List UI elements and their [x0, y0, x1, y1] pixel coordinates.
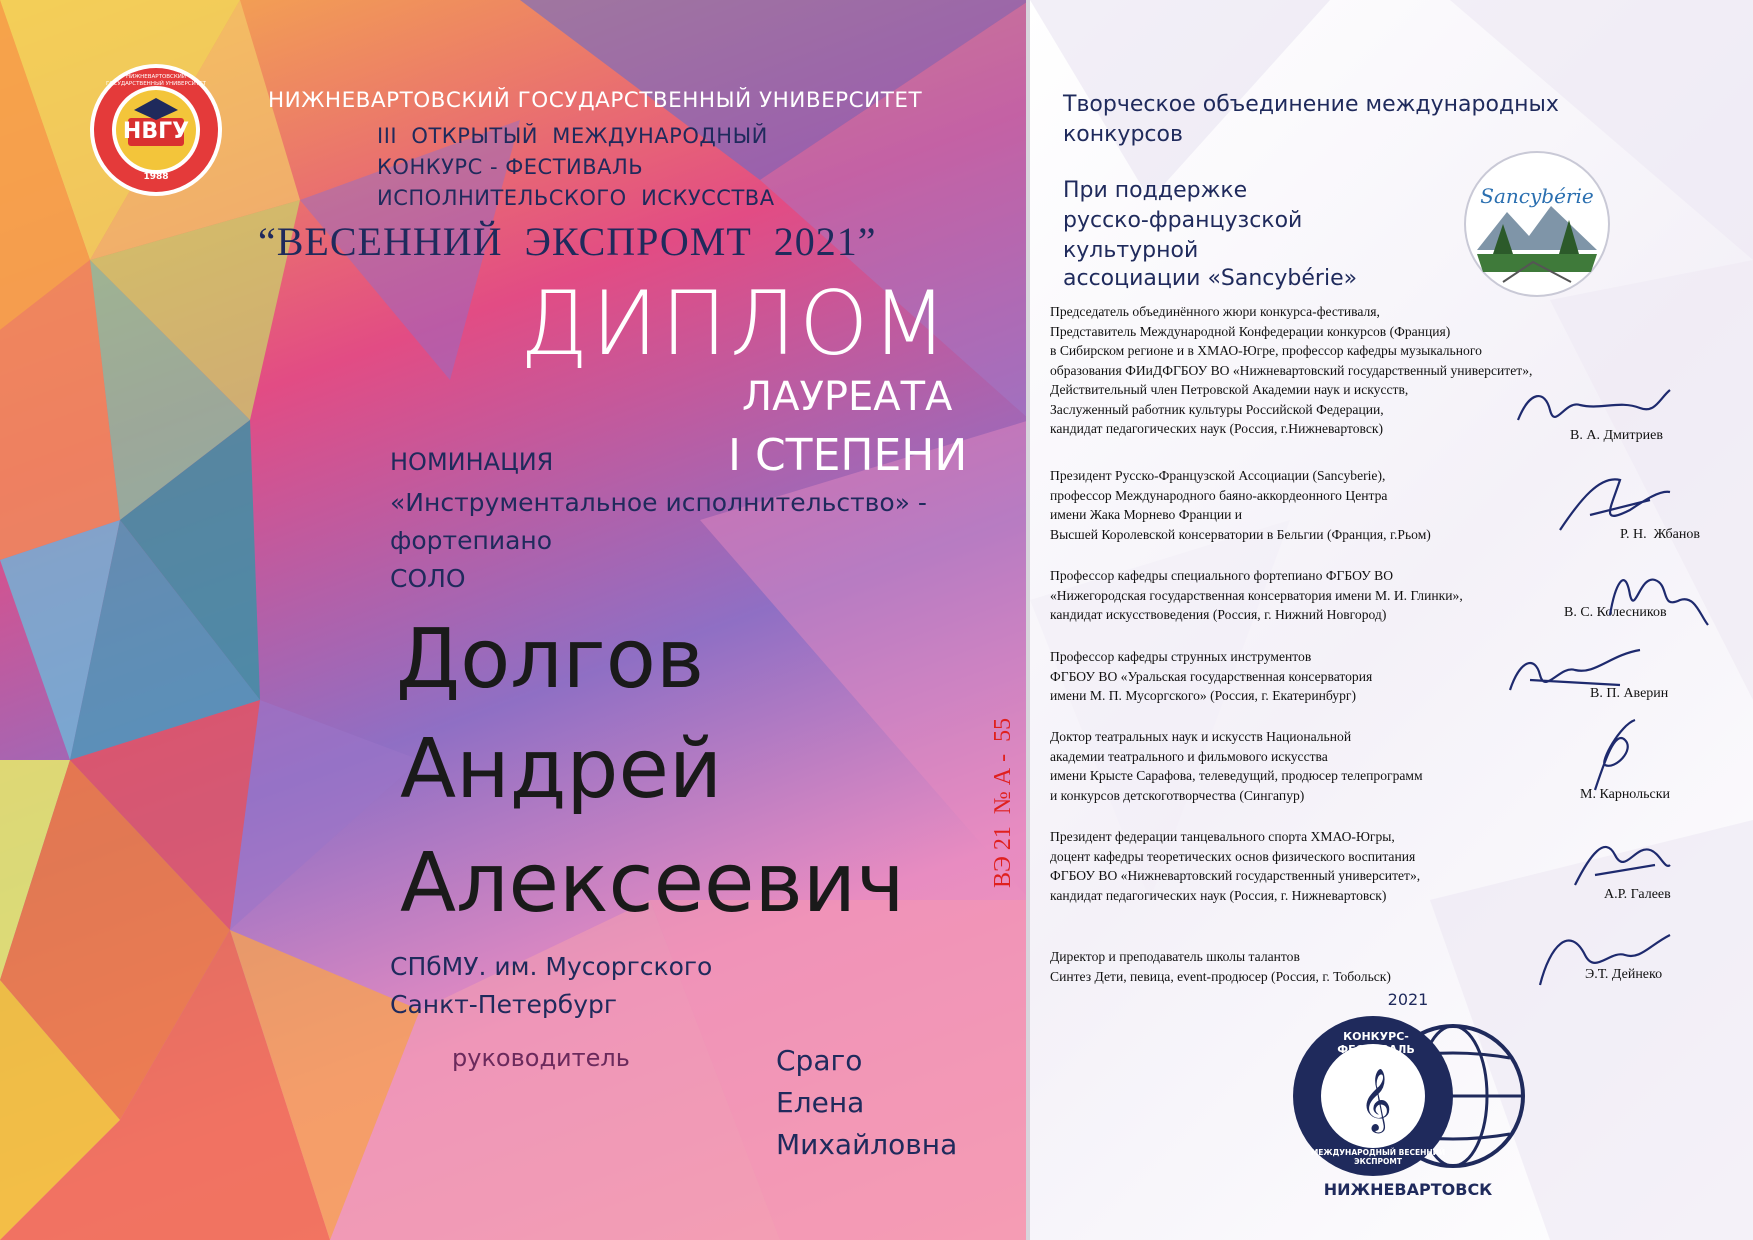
jury-5-line-4: и конкурсов детскоготворчества (Сингапур) [1050, 787, 1305, 803]
support-line-1: При поддержке [1063, 178, 1248, 203]
supervisor-label: руководитель [452, 1044, 630, 1072]
jury-4-line-3: имени М. П. Мусоргского» (Россия, г. Екатеринбург) [1050, 688, 1356, 703]
jury-7-line-1: Директор и преподаватель школы талантов [1050, 949, 1300, 964]
jury-7-name: Э.Т. Дейнеко [1585, 967, 1663, 982]
participant-surname: Долгов [396, 612, 705, 707]
jury-6-name: А.Р. Галеев [1604, 887, 1671, 902]
university-name: НИЖНЕВАРТОВСКИЙ ГОСУДАРСТВЕННЫЙ УНИВЕРСИТЕТ [268, 88, 923, 113]
jury-4-name: В. П. Аверин [1590, 686, 1669, 701]
jury-1-line-6: Заслуженный работник культуры Российской Федерации, [1050, 401, 1384, 417]
jury-1-line-4: образования ФИиДФГБОУ ВО «Нижневартовский государственный университет», [1050, 362, 1533, 378]
nomination-line-2: «Инструментальное исполнительство» - [390, 488, 927, 517]
support-line-4: ассоциации «Sancybérie» [1063, 266, 1358, 291]
jury-2-line-3: имени Жака Морнево Франции и [1050, 507, 1243, 522]
jury-7-line-2: Синтез Дети, певица, event-продюсер (Россия, г. Тобольск) [1050, 968, 1391, 984]
participant-first-name: Андрей [400, 722, 723, 817]
nomination-label: НОМИНАЦИЯ [390, 448, 554, 476]
jury-member-1 [1050, 302, 1532, 439]
signature-deineko [1530, 915, 1680, 1005]
nvgu-logo-ring-text: НИЖНЕВАРТОВСКИЙ ГОСУДАРСТВЕННЫЙ УНИВЕРСИТЕТ [105, 74, 206, 87]
stamp-ring-bottom: МЕЖДУНАРОДНЫЙ ВЕСЕННИЙ ЭКСПРОМТ [1310, 1148, 1446, 1166]
laureate-heading: ЛАУРЕАТА [742, 374, 953, 420]
stamp-year: 2021 [1387, 990, 1429, 1009]
contest-line-3: ИСПОЛНИТЕЛЬСКОГО ИСКУССТВА [377, 186, 775, 210]
jury-1-line-3: в Сибирском регионе и в ХМАО-Югре, профессор кафедры музыкального [1050, 343, 1482, 358]
jury-3-name: В. С. Колесников [1564, 605, 1667, 620]
jury-5-line-3: имени Крысте Сарафова, телеведущий, продюсер телепрограмм [1050, 768, 1423, 783]
supervisor-first-name: Елена [776, 1086, 865, 1119]
jury-2-name: Р. Н. Жбанов [1620, 527, 1700, 542]
jury-6-line-2: доцент кафедры теоретических основ физического воспитания [1050, 848, 1416, 864]
registration-number: ВЭ 21 № А - 55 [990, 717, 1016, 888]
signature-kolesnikov [1600, 555, 1710, 630]
jury-3-line-3: кандидат искусствоведения (Россия, г. Нижний Новгород) [1050, 607, 1387, 622]
union-line-1: Творческое объединение международных [1063, 92, 1559, 117]
contest-line-2: КОНКУРС - ФЕСТИВАЛЬ [377, 155, 644, 179]
jury-3-line-2: «Нижегородская государственная консерватория имени М. И. Глинки», [1050, 587, 1463, 603]
signature-dmitriev [1510, 380, 1680, 440]
union-line-2: конкурсов [1063, 122, 1183, 147]
signature-galeev [1565, 825, 1675, 900]
jury-member-2 [1050, 466, 1431, 544]
signature-zhbanov [1550, 470, 1680, 540]
jury-3-line-1: Профессор кафедры специального фортепиано ФГБОУ ВО [1050, 568, 1394, 583]
jury-5-line-2: академии театрального и фильмового искусства [1050, 748, 1328, 764]
jury-5-name: М. Карнольски [1580, 787, 1671, 802]
diploma-heading: ДИПЛОМ [520, 272, 951, 375]
jury-member-7 [1050, 947, 1391, 986]
festival-title: “ВЕСЕННИЙ ЭКСПРОМТ 2021” [258, 219, 877, 264]
svg-text:𝄞: 𝄞 [1360, 1068, 1392, 1131]
nvgu-logo-year: 1988 [143, 172, 169, 182]
jury-6-line-1: Президент федерации танцевального спорта ХМАО-Югры, [1050, 829, 1395, 844]
participant-patronymic: Алексеевич [400, 836, 905, 931]
stamp-ring-top: КОНКУРС-ФЕСТИВАЛЬ [1337, 1030, 1415, 1056]
jury-member-6 [1050, 827, 1420, 905]
jury-member-5 [1050, 727, 1423, 805]
contest-line-1: III ОТКРЫТЫЙ МЕЖДУНАРОДНЫЙ [377, 124, 768, 148]
jury-4-line-1: Профессор кафедры струнных инструментов [1050, 649, 1312, 664]
jury-1-line-5: Действительный член Петровской Академии наук и искусств, [1050, 382, 1409, 397]
jury-1-name: В. А. Дмитриев [1570, 428, 1663, 443]
degree-heading: I СТЕПЕНИ [728, 430, 968, 481]
nvgu-logo-letters: НВГУ [122, 119, 190, 144]
nomination-line-4: СОЛО [390, 564, 466, 593]
support-line-2: русско-французской [1063, 208, 1303, 233]
supervisor-patronymic: Михайловна [776, 1128, 958, 1161]
jury-1-line-2: Представитель Международной Конфедерации конкурсов (Франция) [1050, 323, 1451, 339]
jury-2-line-1: Президент Русско-Французской Ассоциации (Sancyberie), [1050, 468, 1386, 483]
jury-2-line-4: Высшей Королевской консерватории в Бельгии (Франция, г.Рьом) [1050, 526, 1431, 542]
stamp-city: НИЖНЕВАРТОВСК [1323, 1180, 1493, 1199]
support-line-3: культурной [1063, 238, 1199, 263]
sancyberie-logo-text: Sancybérie [1480, 184, 1594, 208]
jury-6-line-4: кандидат педагогических наук (Россия, г. Нижневартовск) [1050, 887, 1387, 903]
jury-6-line-3: ФГБОУ ВО «Нижневартовский государственный университет», [1050, 868, 1421, 883]
supervisor-surname: Сраго [776, 1044, 863, 1077]
nvgu-logo [88, 62, 224, 198]
jury-5-line-1: Доктор театральных наук и искусств Национальной [1050, 729, 1352, 744]
signature-karnolski [1575, 710, 1655, 800]
jury-4-line-2: ФГБОУ ВО «Уральская государственная консерватория [1050, 668, 1373, 684]
jury-2-line-2: профессор Международного баяно-аккордеонного Центра [1050, 487, 1388, 503]
jury-member-4 [1050, 647, 1372, 706]
institution-line-2: Санкт-Петербург [390, 990, 618, 1019]
festival-stamp [1278, 990, 1548, 1200]
sancyberie-logo [1463, 150, 1611, 298]
signature-averin [1500, 640, 1650, 705]
jury-member-3 [1050, 566, 1463, 625]
institution-line-1: СПбМУ. им. Мусоргского [390, 952, 713, 981]
jury-1-line-7: кандидат педагогических наук (Россия, г.Нижневартовск) [1050, 421, 1383, 436]
nomination-line-3: фортепиано [390, 526, 553, 555]
jury-1-line-1: Председатель объединённого жюри конкурса-фестиваля, [1050, 304, 1380, 319]
